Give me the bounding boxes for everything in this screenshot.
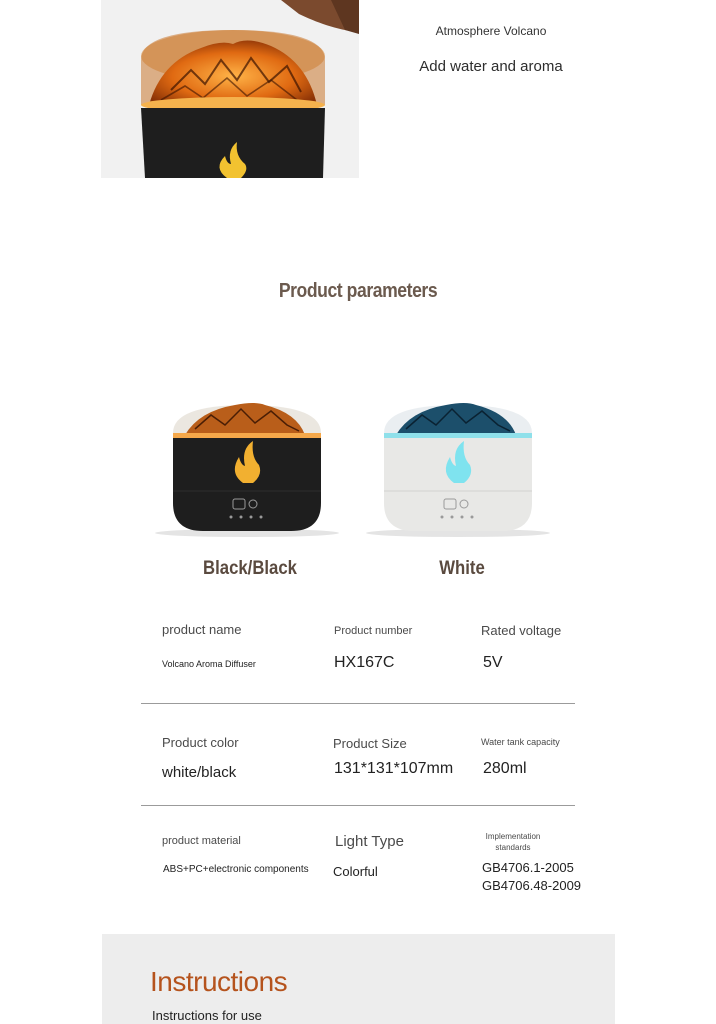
- hero-product-image: [101, 0, 359, 178]
- standards-header-line-1: Implementation: [485, 832, 541, 841]
- param-number-header: Product number: [334, 625, 413, 637]
- param-size-header: Product Size: [333, 736, 407, 751]
- hero-title: Atmosphere Volcano: [435, 24, 547, 38]
- variant-label-black: Black/Black: [203, 558, 297, 579]
- table-divider: [141, 703, 575, 704]
- black-variant-image: [155, 395, 339, 545]
- instructions-title: Instructions: [150, 966, 288, 997]
- param-standards-value: [482, 859, 581, 895]
- param-standards-header: [470, 831, 556, 853]
- variant-label-white: White: [439, 558, 485, 579]
- param-name-header: product name: [162, 622, 242, 637]
- param-size-value: 131*131*107mm: [334, 760, 454, 777]
- param-material-header: product material: [162, 835, 241, 847]
- section-title: Product parameters: [278, 280, 438, 302]
- param-voltage-header: Rated voltage: [481, 623, 562, 638]
- param-color-header: Product color: [162, 735, 239, 750]
- standards-header-line-2: standards: [495, 843, 531, 852]
- standards-value-line-1: GB4706.1-2005: [482, 860, 574, 875]
- param-number-value: HX167C: [334, 654, 395, 671]
- param-voltage-value: 5V: [483, 654, 503, 671]
- param-tank-header: Water tank capacity: [481, 737, 560, 747]
- param-material-value: ABS+PC+electronic components: [163, 864, 309, 875]
- instructions-subtitle: Instructions for use: [152, 1008, 262, 1023]
- volcano-diffuser-illustration: [101, 0, 359, 178]
- param-name-value: Volcano Aroma Diffuser: [162, 659, 256, 669]
- param-light-value: Colorful: [333, 864, 378, 879]
- hero-subtitle: Add water and aroma: [419, 58, 563, 75]
- param-tank-value: 280ml: [483, 760, 527, 777]
- standards-value-line-2: GB4706.48-2009: [482, 878, 582, 893]
- param-color-value: white/black: [162, 764, 237, 781]
- table-divider: [141, 805, 575, 806]
- white-variant-image: [366, 395, 550, 545]
- param-light-header: Light Type: [335, 833, 404, 850]
